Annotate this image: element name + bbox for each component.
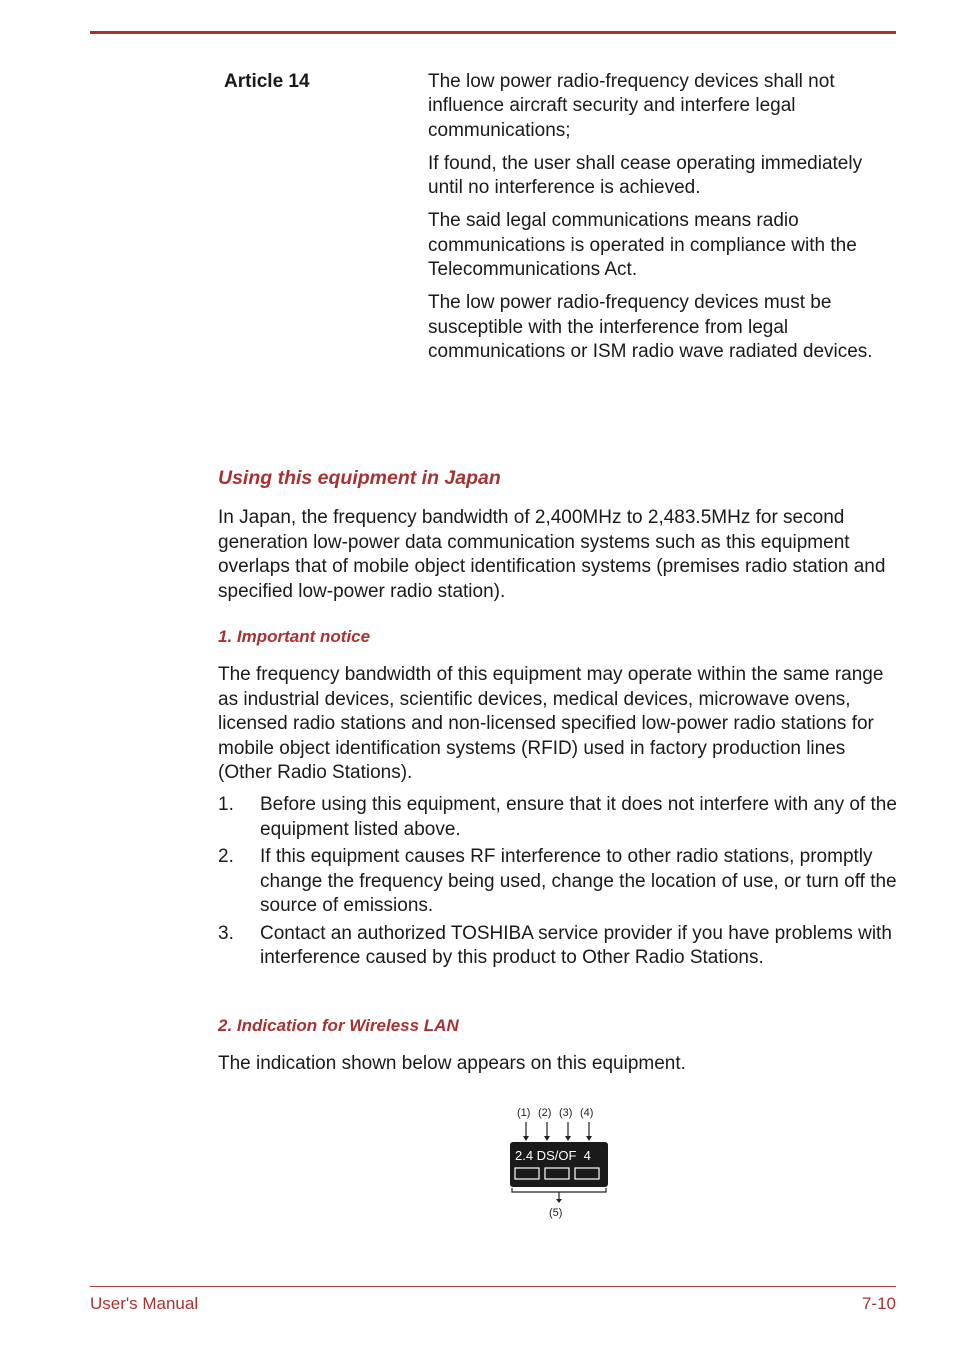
header-rule [90,31,896,34]
article-paragraph: The low power radio-frequency devices must be susceptible with the interference from legal communications or ISM radio wave radiated devices. [428,292,873,362]
list-number: 3. [218,922,234,944]
list-item [218,793,898,842]
callout-3: (3) [559,1107,573,1119]
footer-manual-title: User's Manual [90,1294,199,1313]
callout-5: (5) [549,1207,563,1219]
indication-intro: The indication shown below appears on this equipment. [218,1053,686,1074]
notice-steps [218,793,898,974]
section-heading-japan: Using this equipment in Japan [218,467,501,489]
footer-rule [90,1286,896,1287]
notice-intro: The frequency bandwidth of this equipment may operate within the same range as industrial devices, scientific devices, medical devices, microwave ovens, licensed radio stations and non-licensed specified low-power radio stations for mobile object identification systems (RFID) used in factory production lines (Other Radio Stations). [218,664,884,783]
list-text: Contact an authorized TOSHIBA service provider if you have problems with interference caused by this product to Other Radio Stations. [260,922,892,968]
japan-intro: In Japan, the frequency bandwidth of 2,400MHz to 2,483.5MHz for second generation low-power data communication systems such as this equipment overlaps that of mobile object identification systems (premises radio station and specified low-power radio station). [218,507,886,602]
list-number: 1. [218,794,234,815]
list-text: Before using this equipment, ensure that it does not interfere with any of the equipment listed above. [260,794,897,840]
callout-2: (2) [538,1107,552,1119]
wireless-lan-indication-figure [505,1102,615,1224]
footer-page-number: 7-10 [861,1294,896,1313]
article-label: Article 14 [224,71,310,92]
subheading-important-notice: 1. Important notice [218,627,371,646]
article-body [428,70,896,373]
list-number: 2. [218,846,234,867]
article-paragraph: The said legal communications means radio communications is operated in compliance with the Telecommunications Act. [428,210,857,281]
list-text: If this equipment causes RF interference to other radio stations, promptly change the frequency being used, change the location of use, or turn off the source of emissions. [260,846,897,916]
list-item [218,845,898,919]
subheading-wireless-lan: 2. Indication for Wireless LAN [218,1016,459,1035]
list-item [218,922,898,971]
callout-1: (1) [517,1107,531,1119]
article-paragraph: The low power radio-frequency devices shall not influence aircraft security and interfere legal communications; [428,71,835,141]
indication-diagram [505,1102,615,1224]
indication-label-text: 2.4 DS/OF 4 [515,1148,591,1163]
article-paragraph: If found, the user shall cease operating immediately until no interference is achieved. [428,152,863,199]
callout-4: (4) [580,1107,594,1119]
